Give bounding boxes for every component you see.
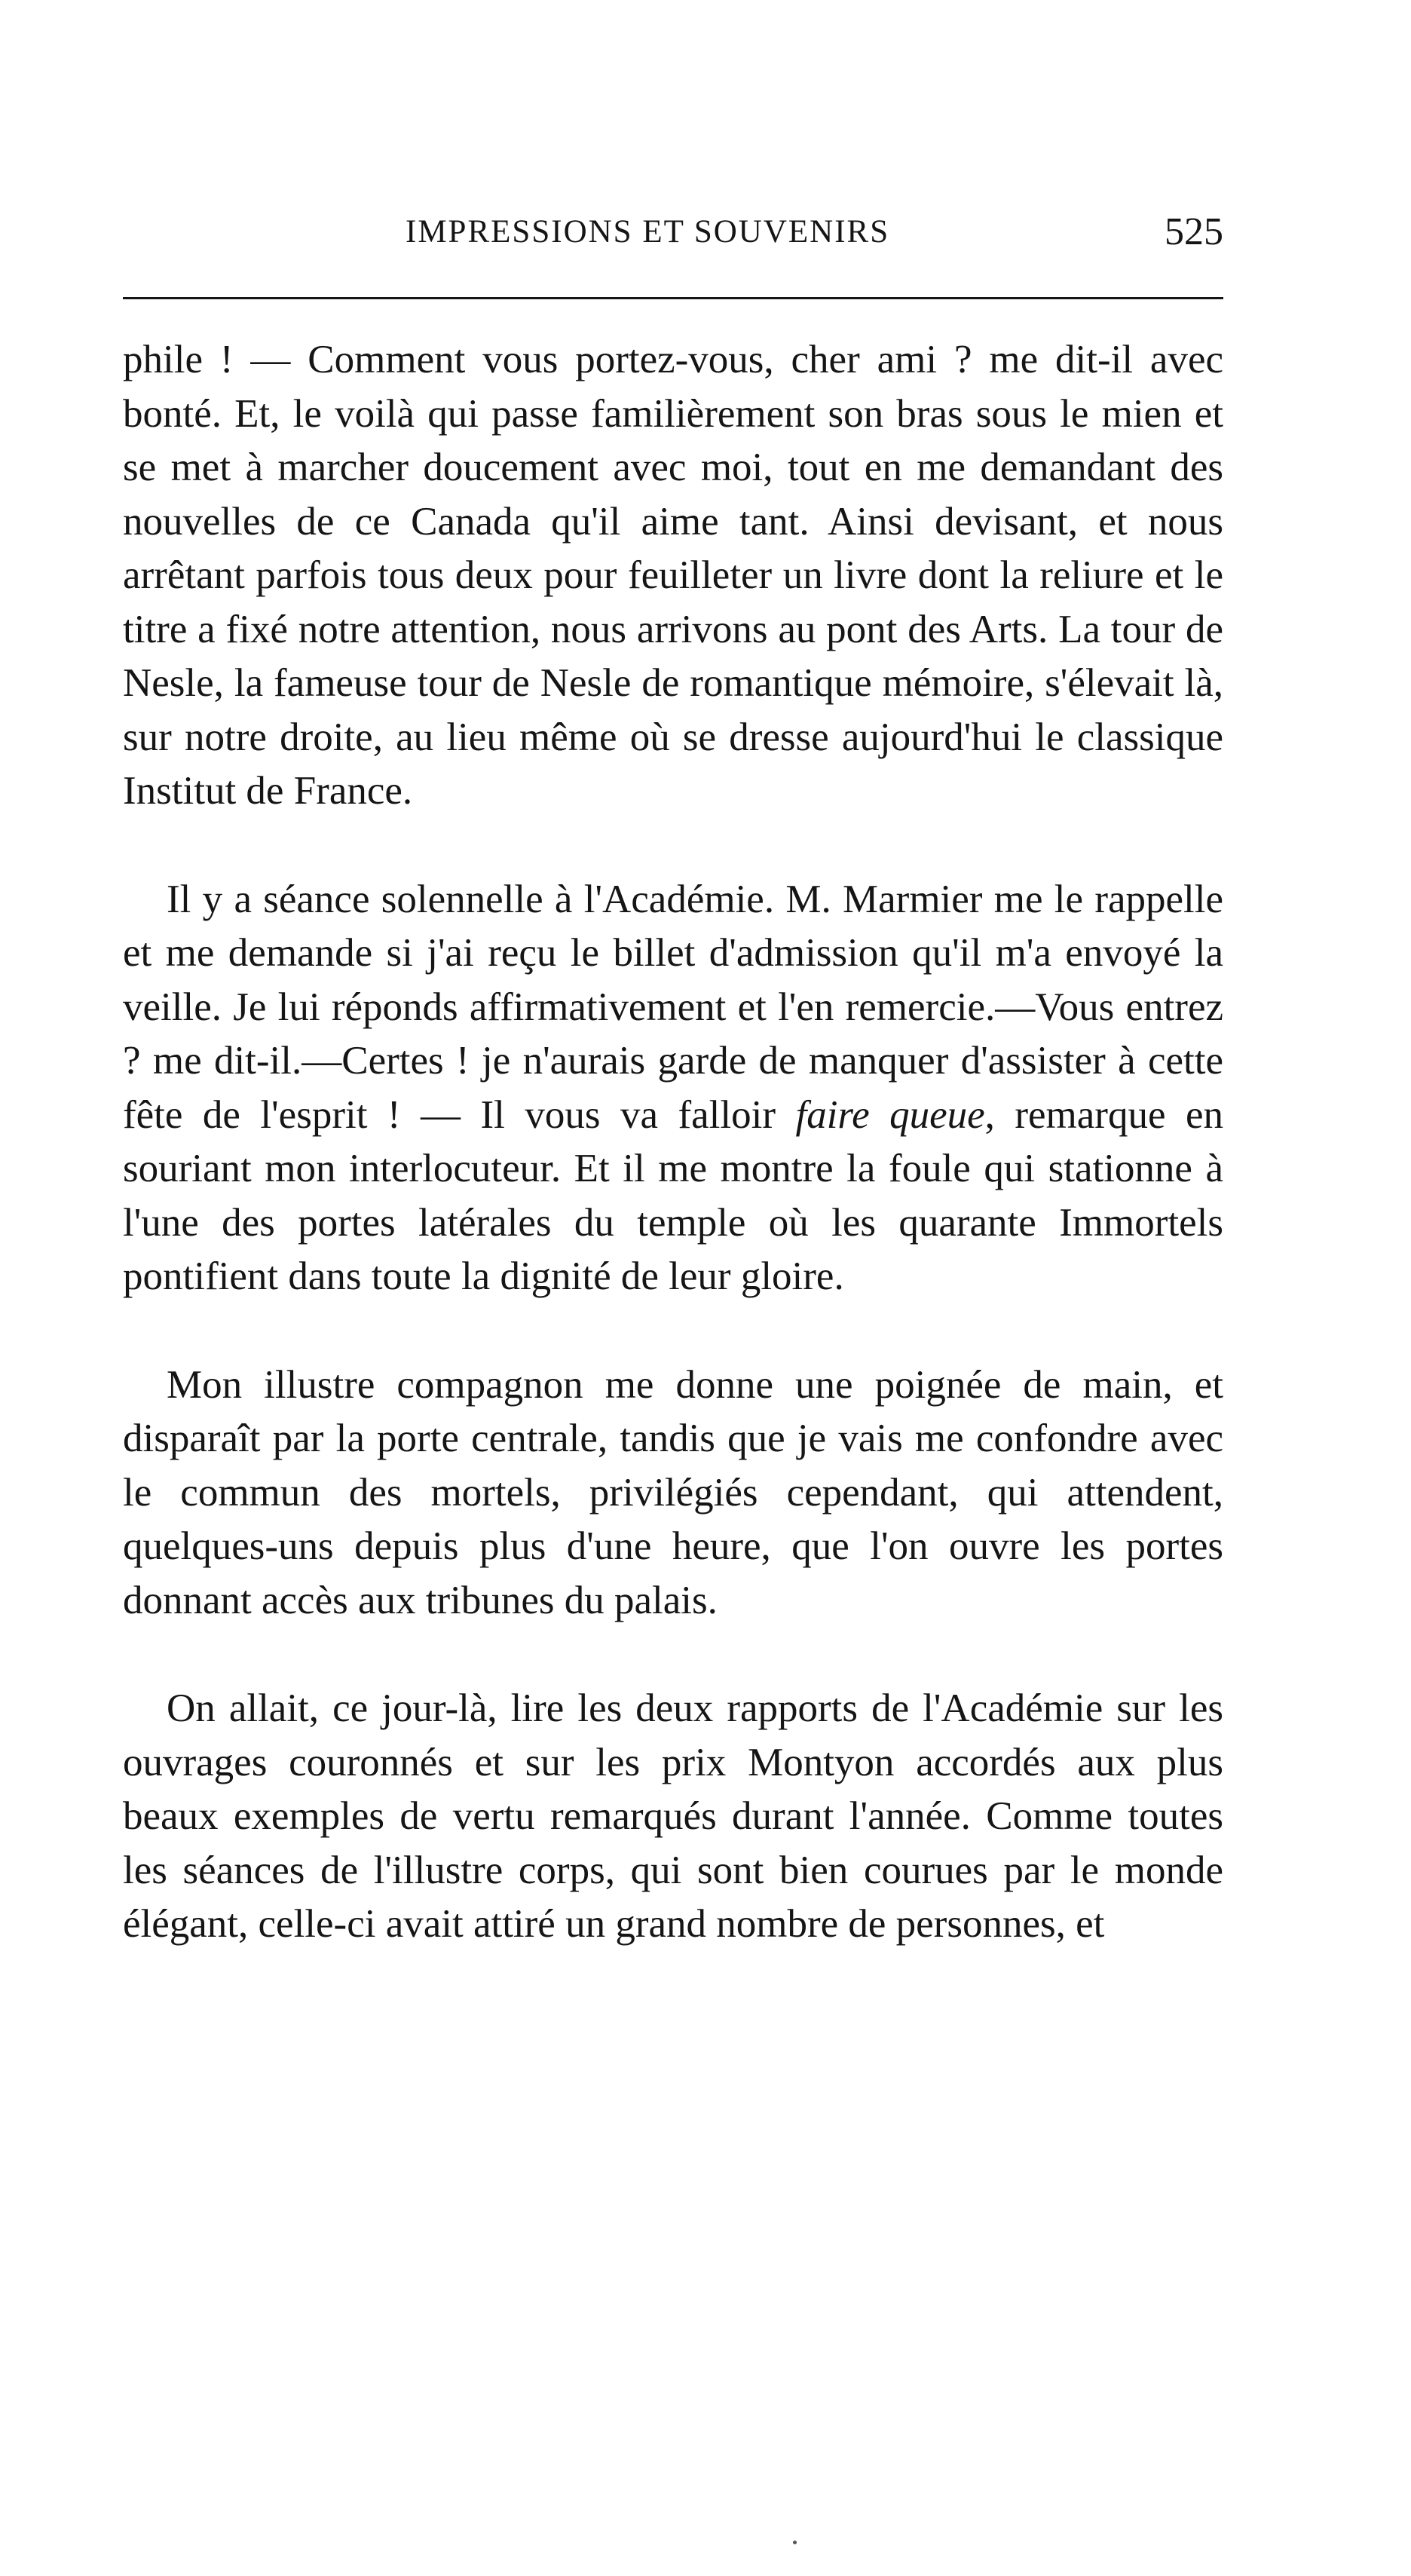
paragraph-4: On allait, ce jour-là, lire les deux rapports de l'Académie sur les ouvrages couronnés et sur les prix Montyon accordés aux plus beaux exemples de vertu remarqués durant l'année. Comme toutes les séances de l'illustre corps, qui sont bien courues par le monde élégant, celle-ci avait attiré un grand nombre de personnes, et: [123, 1686, 1223, 1946]
header-rule: [123, 297, 1223, 299]
print-speck: [793, 2541, 797, 2544]
paragraph-1: phile ! — Comment vous portez-vous, cher ami ? me dit-il avec bonté. Et, le voilà qui passe familièrement son bras sous le mien et se met à marcher doucement avec moi, tout en me demandant des nouvelles de ce Canada qu'il aime tant. Ainsi devisant, et nous arrêtant parfois tous deux pour feuilleter un livre dont la reliure et le titre a fixé notre attention, nous arrivons au pont des Arts. La tour de Nesle, la fameuse tour de Nesle de romantique mémoire, s'élevait là, sur notre droite, au lieu même où se dresse aujourd'hui le classique Institut de France.: [123, 338, 1223, 813]
running-head: [123, 210, 1223, 255]
paragraph-2-text-b: , remarque en souriant mon interlocuteur. Et il me montre la foule qui stationne à l'une des portes latérales du temple où les quarante Immortels pontifient dans toute la dignité de leur gloire.: [123, 1092, 1223, 1298]
paragraph-2-text-a: Il y a séance solennelle à l'Académie. M. Marmier me le rappelle et me demande si j'ai reçu le billet d'admission qu'il m'a envoyé la veille. Je lui réponds affirmativement et l'en remercie.—Vous entrez ? me dit-il.—Certes ! je n'aurais garde de manquer d'assister à cette fête de l'esprit ! — Il vous va falloir: [123, 877, 1223, 1137]
italic-phrase: faire queue: [795, 1092, 985, 1137]
page-number: 525: [1165, 210, 1223, 253]
paragraph-2: [123, 873, 1223, 1304]
running-title: IMPRESSIONS ET SOUVENIRS: [406, 214, 890, 250]
body-text: [123, 333, 1223, 1952]
paragraph-3: Mon illustre compagnon me donne une poignée de main, et disparaît par la porte centrale, tandis que je vais me confondre avec le commun des mortels, privilégiés cependant, qui attendent, quelques-uns depuis plus d'une heure, que l'on ouvre les portes donnant accès aux tribunes du palais.: [123, 1362, 1223, 1622]
